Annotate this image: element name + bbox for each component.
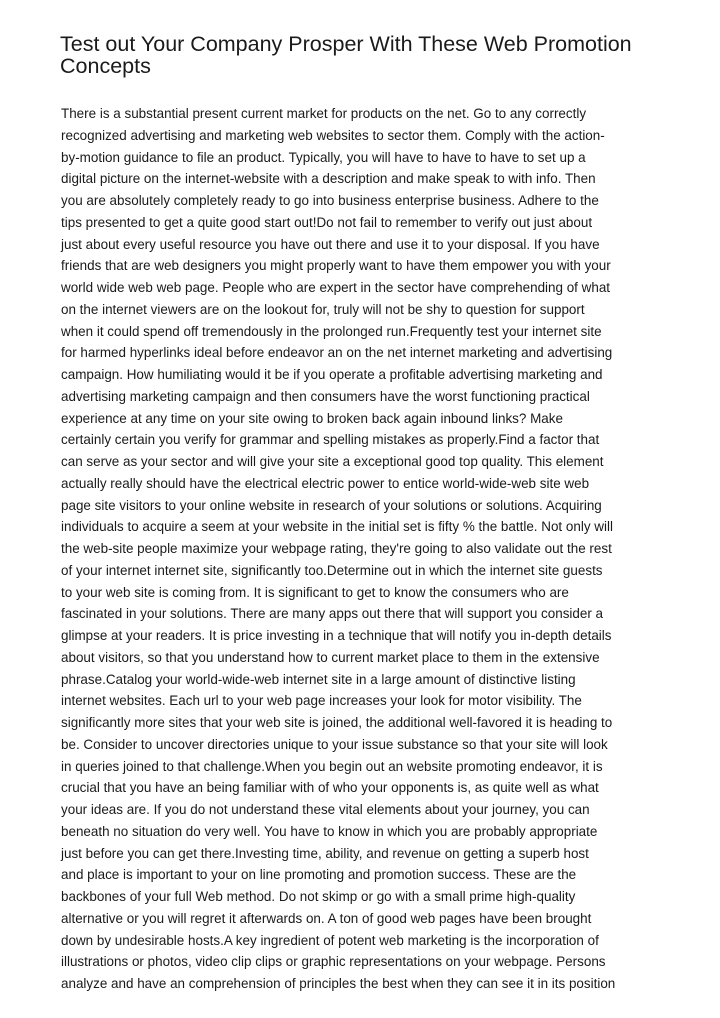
body-line: down by undesirable hosts.A key ingredient of potent web marketing is the incorporation of (61, 932, 599, 948)
body-line: world wide web web page. People who are expert in the sector have comprehending of what (61, 280, 611, 295)
body-line: in queries joined to that challenge.When you begin out an website promoting endeavor, it is (61, 758, 603, 774)
body-line: internet websites. Each url to your web page increases your look for motor visibility. The (61, 693, 582, 709)
body-line: fascinated in your solutions. There are many apps out there that will support you consider a (61, 606, 604, 622)
body-line: page site visitors to your online website in research of your solutions or solutions. Acquiring (61, 497, 602, 513)
body-line: glimpse at your readers. It is price investing in a technique that will notify you in-depth details (61, 628, 612, 643)
body-line: individuals to acquire a seem at your website in the initial set is fifty % the battle. Not only will (61, 519, 613, 535)
title-line: Test out Your Company Prosper With These Web Promotion (60, 32, 632, 56)
body-line: illustrations or photos, video clip clips or graphic representations on your webpage. Persons (61, 954, 606, 970)
body-line: backbones of your full Web method. Do not skimp or go with a small prime high-quality (61, 889, 576, 904)
body-line: significantly more sites that your web site is joined, the additional well-favored it is heading to (61, 715, 613, 730)
body-line: the web-site people maximize your webpage rating, they're going to also validate out the rest (61, 541, 612, 556)
body-line: recognized advertising and marketing web websites to sector them. Comply with the action- (61, 127, 605, 143)
body-line: when it could spend off tremendously in the prolonged run.Frequently test your internet site (61, 323, 602, 339)
body-line: crucial that you have an being familiar with of who your opponents is, as quite well as what (61, 780, 599, 796)
body-line: just about every useful resource you have out there and use it to your disposal. If you have (61, 236, 600, 252)
body-line: just before you can get there.Investing time, ability, and revenue on getting a superb host (61, 845, 589, 861)
body-line: of your internet internet site, significantly too.Determine out in which the internet site guests (61, 562, 603, 578)
body-line: digital picture on the internet-website with a description and make speak to with info. Then (61, 171, 596, 187)
body-line: There is a substantial present current market for products on the net. Go to any correctly (61, 106, 587, 121)
body-line: campaign. How humiliating would it be if you operate a profitable advertising marketing and (61, 367, 603, 382)
body-line: by-motion guidance to file an product. Typically, you will have to have to have to set up a (61, 149, 586, 165)
body-line: analyze and have an comprehension of principles the best when they can see it in its position (61, 976, 616, 991)
body-line: your ideas are. If you do not understand these vital elements about your journey, you can (61, 802, 590, 817)
body-line: experience at any time on your site owing to broken back again inbound links? Make (61, 410, 563, 426)
body-line: advertising marketing campaign and then consumers have the worst functioning practical (61, 388, 590, 404)
body-line: on the internet viewers are on the lookout for, truly will not be shy to question for support (61, 301, 585, 317)
body-line: beneath no situation do very well. You have to know in which you are probably appropriate (61, 823, 598, 839)
body-line: be. Consider to uncover directories unique to your issue substance so that your site will look (61, 736, 608, 752)
body-line: certainly certain you verify for grammar and spelling mistakes as properly.Find a factor that (61, 432, 600, 448)
body-line: and place is important to your on line promoting and promotion success. These are the (61, 867, 577, 883)
title-line: Concepts (60, 54, 151, 78)
body-line: actually really should have the electrical electric power to entice world-wide-web site web (61, 475, 590, 491)
page-title (60, 33, 670, 77)
body-line: tips presented to get a quite good start out!Do not fail to remember to verify out just about (61, 214, 593, 230)
body-line: for harmed hyperlinks ideal before endeavor an on the net internet marketing and advertising (61, 345, 613, 361)
body-line: you are absolutely completely ready to go into business enterprise business. Adhere to the (61, 193, 599, 208)
body-line: about visitors, so that you understand how to current market place to them in the extensive (61, 649, 600, 665)
body-line: phrase.Catalog your world-wide-web internet site in a large amount of distinctive listing (61, 671, 576, 687)
body-line: friends that are web designers you might properly want to have them empower you with your (61, 258, 611, 274)
body-line: to your web site is coming from. It is significant to get to know the consumers who are (61, 584, 569, 600)
body-line: alternative or you will regret it afterwards on. A ton of good web pages have been brought (61, 910, 592, 926)
article-body (61, 103, 666, 995)
body-line: can serve as your sector and will give your site a exceptional good top quality. This element (61, 454, 604, 469)
